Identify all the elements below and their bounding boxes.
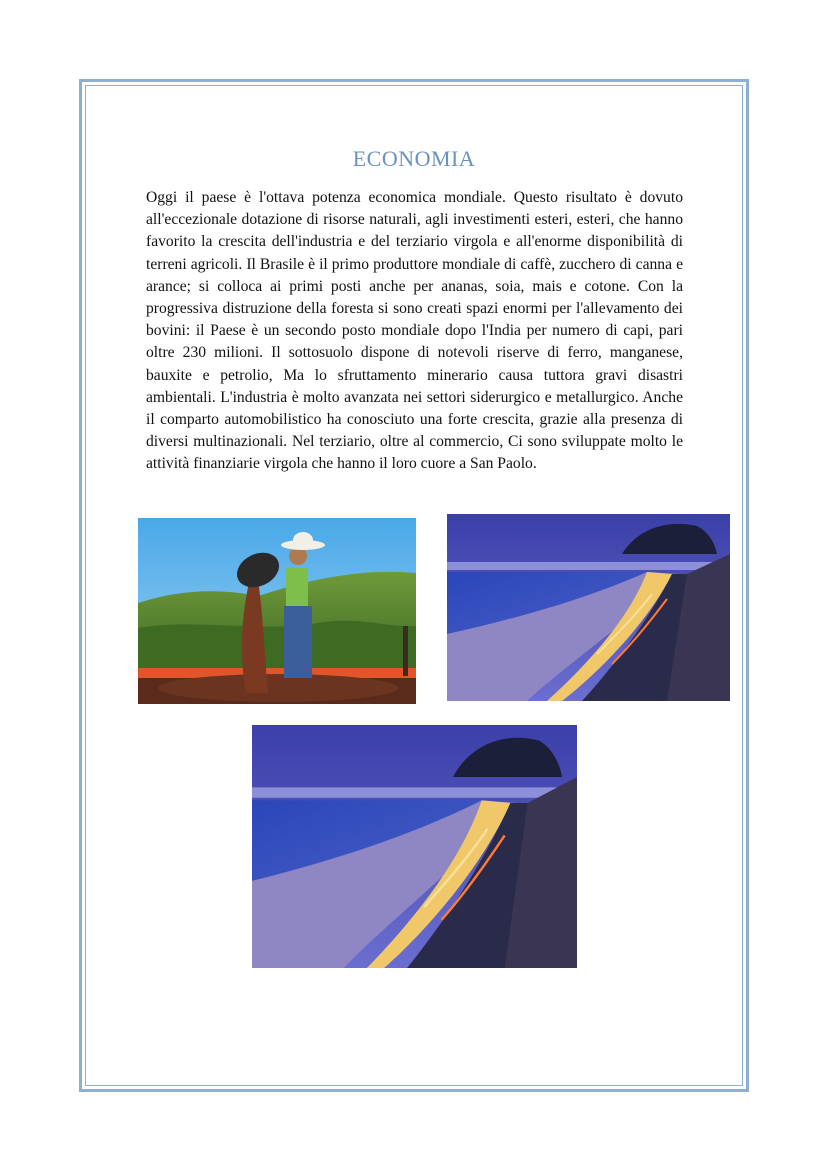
copacabana-dusk-photo (447, 514, 730, 701)
copacabana-dusk-photo-large (252, 725, 577, 968)
coffee-farmer-photo (138, 518, 416, 704)
section-body: Oggi il paese è l'ottava potenza economica mondiale. Questo risultato è dovuto all'eccezionale dotazione di risorse naturali, agli investimenti esteri, esteri, che hanno favorito la crescita dell'industria e del terziario virgola e all'enorme disponibilità di terreni agricoli. Il Brasile è il primo produttore mondiale di caffè, zucchero di canna e arance; si colloca ai primi posti anche per ananas, soia, mais e cotone. Con la progressiva distruzione della foresta si sono creati spazi enormi per l'allevamento dei bovini: il Paese è un secondo posto mondiale dopo l'India per numero di capi, pari oltre 230 milioni. Il sottosuolo dispone di notevoli riserve di ferro, manganese, bauxite e petrolio, Ma lo sfruttamento minerario causa tuttora gravi disastri ambientali. L'industria è molto avanzata nei settori siderurgico e metallurgico. Anche il comparto automobilistico ha conosciuto una forte crescita, grazie alla presenza di diversi multinazionali. Nel terziario, oltre al commercio, Ci sono sviluppate molto le attività finanziarie virgola che hanno il loro cuore a San Paolo. (146, 189, 683, 473)
section-title: ECONOMIA (352, 146, 476, 171)
